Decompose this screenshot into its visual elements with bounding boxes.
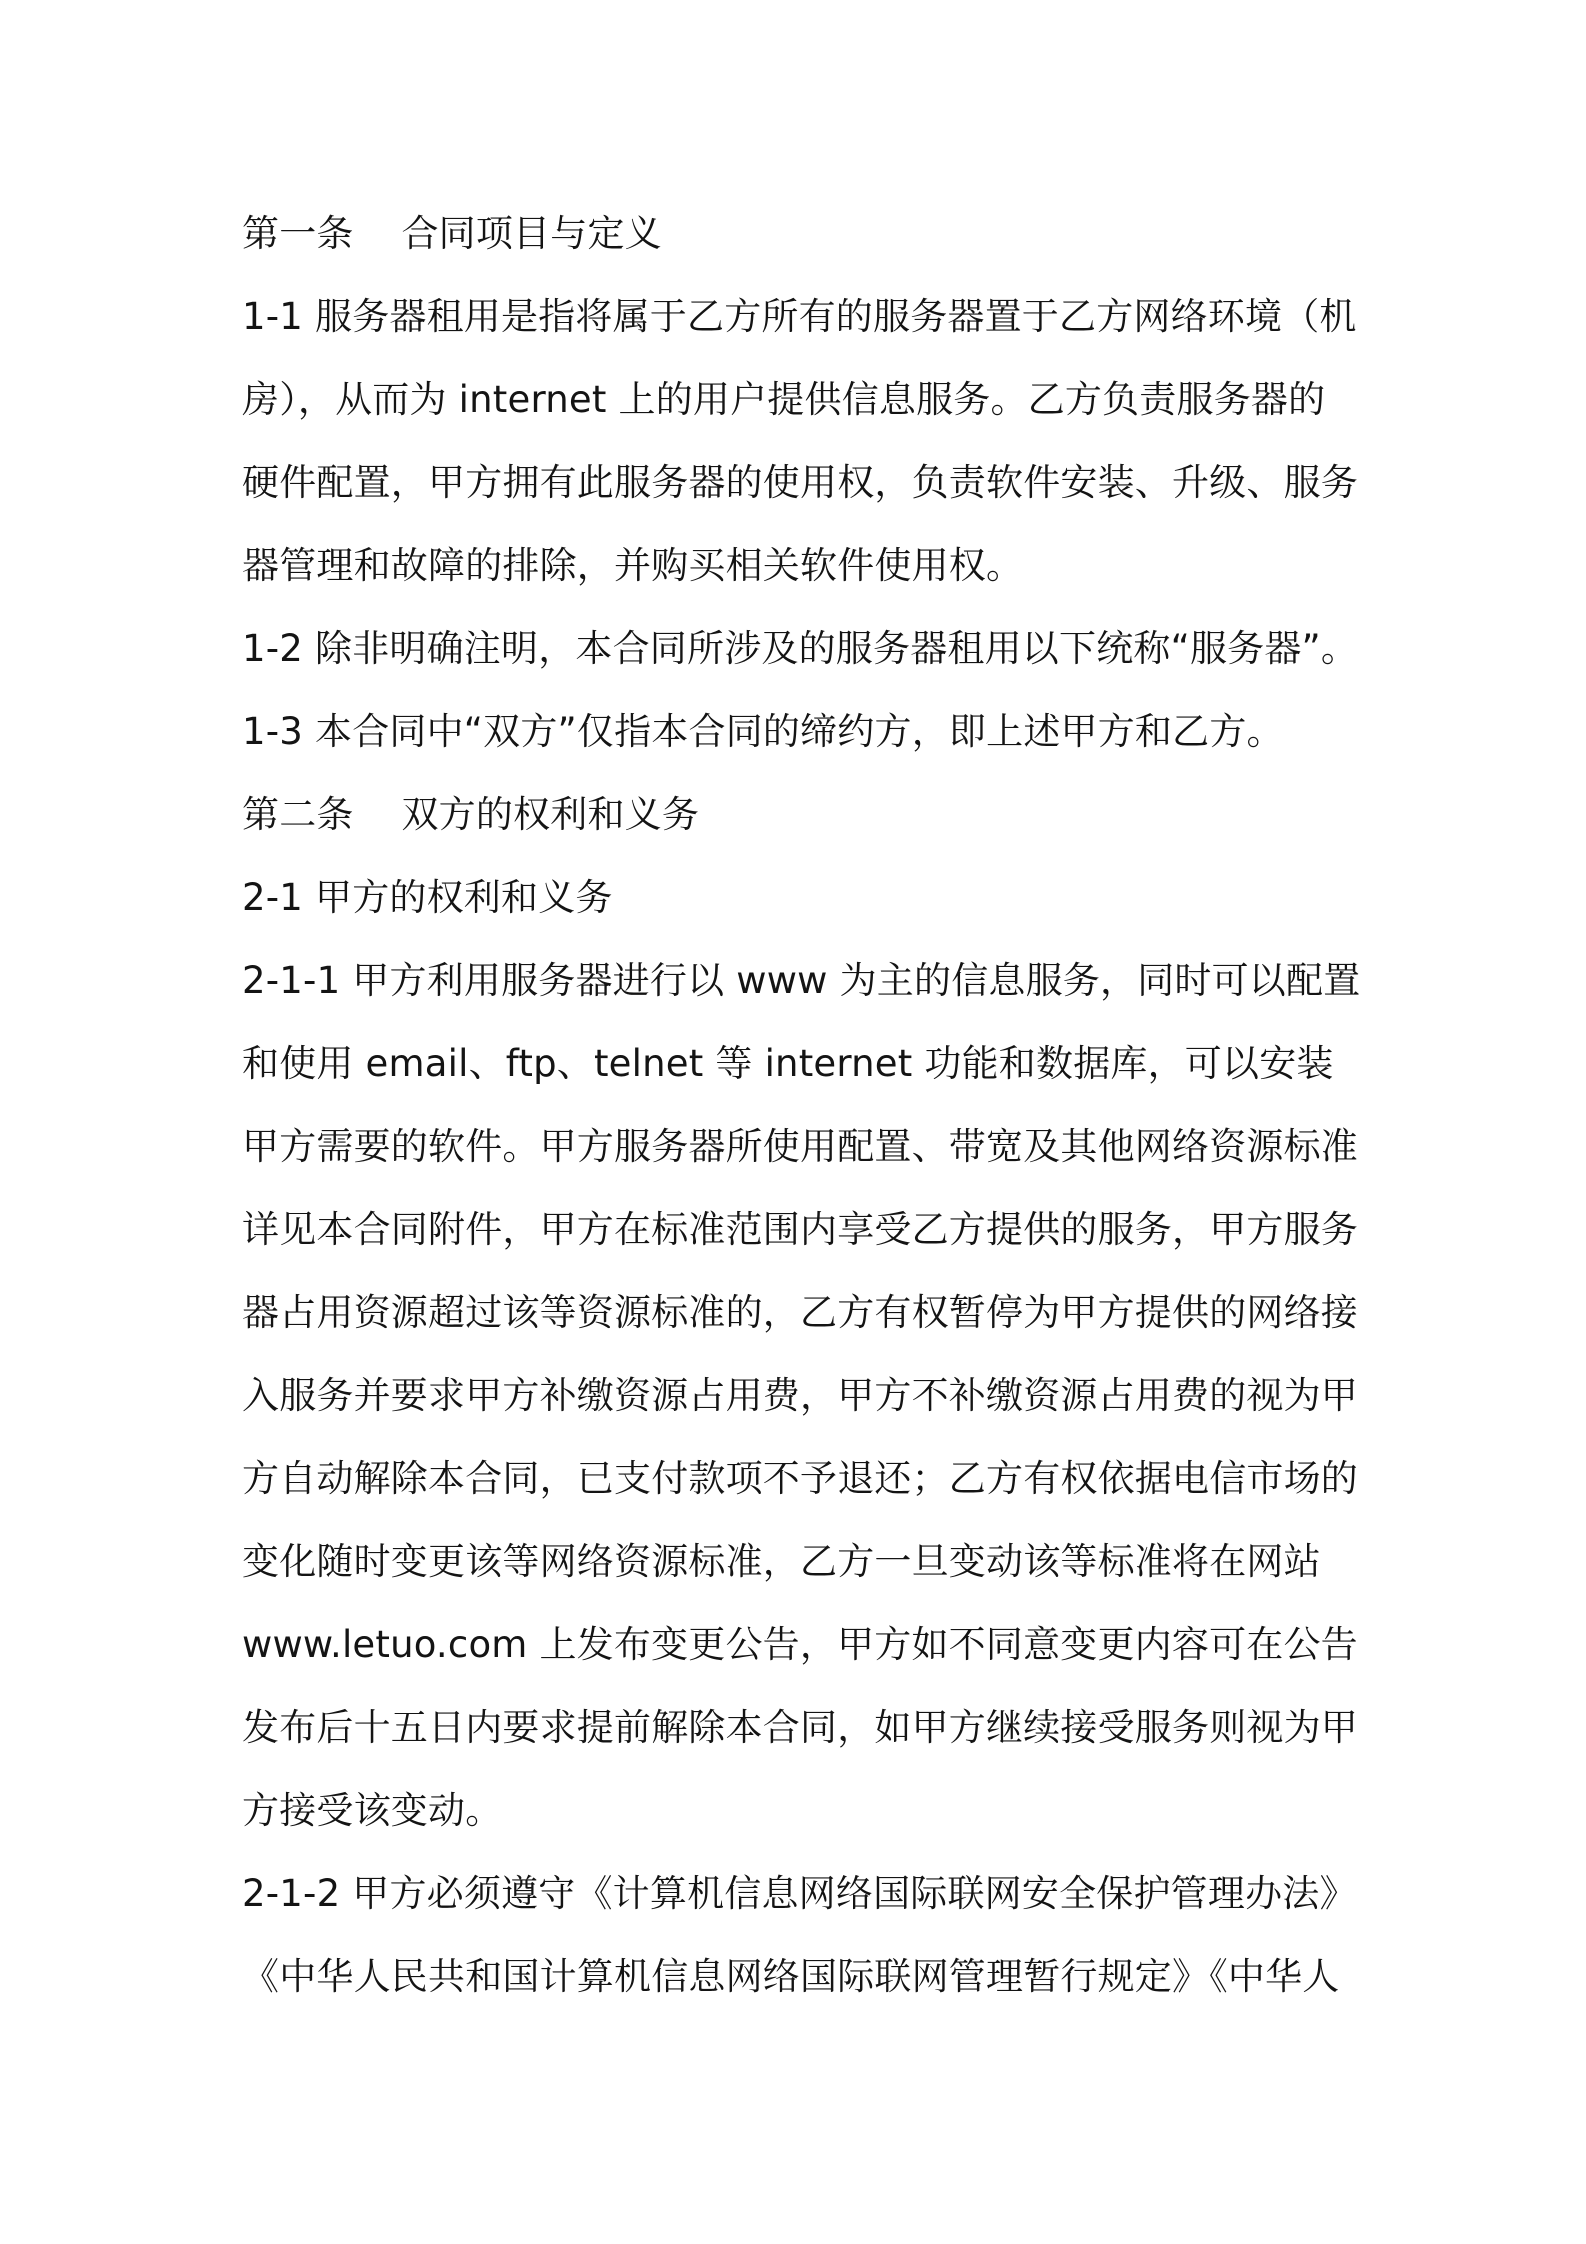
clause-2-1: 2-1 甲方的权利和义务 — [242, 876, 613, 919]
clause-1-1: 1-1 服务器租用是指将属于乙方所有的服务器置于乙方网络环境（机房），从而为 internet 上的用户提供信息服务。乙方负责服务器的硬件配置，甲方拥有此服务器的使用权，负责软件安装、升级、服务器管理和故障的排除，并购买相关软件使用权。 — [242, 295, 1358, 587]
contract-text — [242, 192, 1362, 2018]
clause-2-1-1: 2-1-1 甲方利用服务器进行以 www 为主的信息服务，同时可以配置和使用 email、ftp、telnet 等 internet 功能和数据库，可以安装甲方需要的软件。甲方服务器所使用配置、带宽及其他网络资源标准详见本合同附件，甲方在标准范围内享受乙方提供的服务，甲方服务器占用资源超过该等资源标准的，乙方有权暂停为甲方提供的网络接入服务并要求甲方补缴资源占用费，甲方不补缴资源占用费的视为甲方自动解除本合同，已支付款项不予退还；乙方有权依据电信市场的变化随时变更该等网络资源标准，乙方一旦变动该等标准将在网站 www.letuo.com 上发布变更公告，甲方如不同意变更内容可在公告发布后十五日内要求提前解除本合同，如甲方继续接受服务则视为甲方接受该变动。 — [242, 959, 1361, 1832]
article-1-heading: 第一条 合同项目与定义 — [242, 212, 662, 255]
clause-1-2: 1-2 除非明确注明，本合同所涉及的服务器租用以下统称“服务器”。 — [242, 627, 1359, 670]
clause-2-1-2: 2-1-2 甲方必须遵守《计算机信息网络国际联网安全保护管理办法》《中华人民共和国计算机信息网络国际联网管理暂行规定》《中华人 — [242, 1872, 1357, 1998]
article-2-heading: 第二条 双方的权利和义务 — [242, 793, 700, 836]
clause-1-3: 1-3 本合同中“双方”仅指本合同的缔约方，即上述甲方和乙方。 — [242, 710, 1284, 753]
